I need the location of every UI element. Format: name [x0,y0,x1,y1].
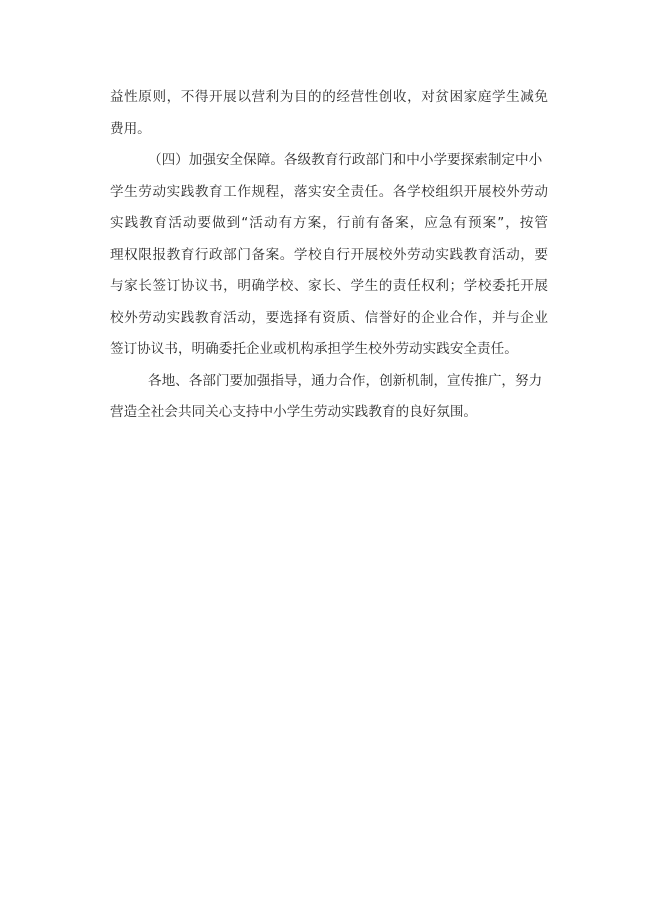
text-line: 签订协议书，明确委托企业或机构承担学生校外劳动实践安全责任。 [110,341,518,357]
document-body [110,82,548,429]
text-line: 费用。 [110,120,151,137]
text-line: 益性原则，不得开展以营利为目的的经营性创收，对贫困家庭学生减免 [110,89,548,105]
text-line: 理权限报教育行政部门备案。学校自行开展校外劳动实践教育活动，要 [110,246,548,263]
text-line: 学生劳动实践教育工作规程，落实安全责任。各学校组织开展校外劳动 [110,183,548,200]
text-line: 各地、各部门要加强指导，通力合作，创新机制，宣传推广，努力 [148,372,543,389]
text-line: 与家长签订协议书，明确学校、家长、学生的责任权利；学校委托开展 [110,278,548,294]
text-line: 实践教育活动要做到“活动有方案，行前有备案，应急有预案”，按管 [110,215,548,231]
text-line: 营造全社会共同关心支持中小学生劳动实践教育的良好氛围。 [110,404,478,420]
paragraph-safety [110,145,548,366]
paragraph-closing [110,366,548,429]
text-line: （四）加强安全保障。各级教育行政部门和中小学要探索制定中小 [148,152,543,168]
paragraph-continuation [110,82,548,145]
text-line: 校外劳动实践教育活动，要选择有资质、信誉好的企业合作，并与企业 [110,309,548,326]
